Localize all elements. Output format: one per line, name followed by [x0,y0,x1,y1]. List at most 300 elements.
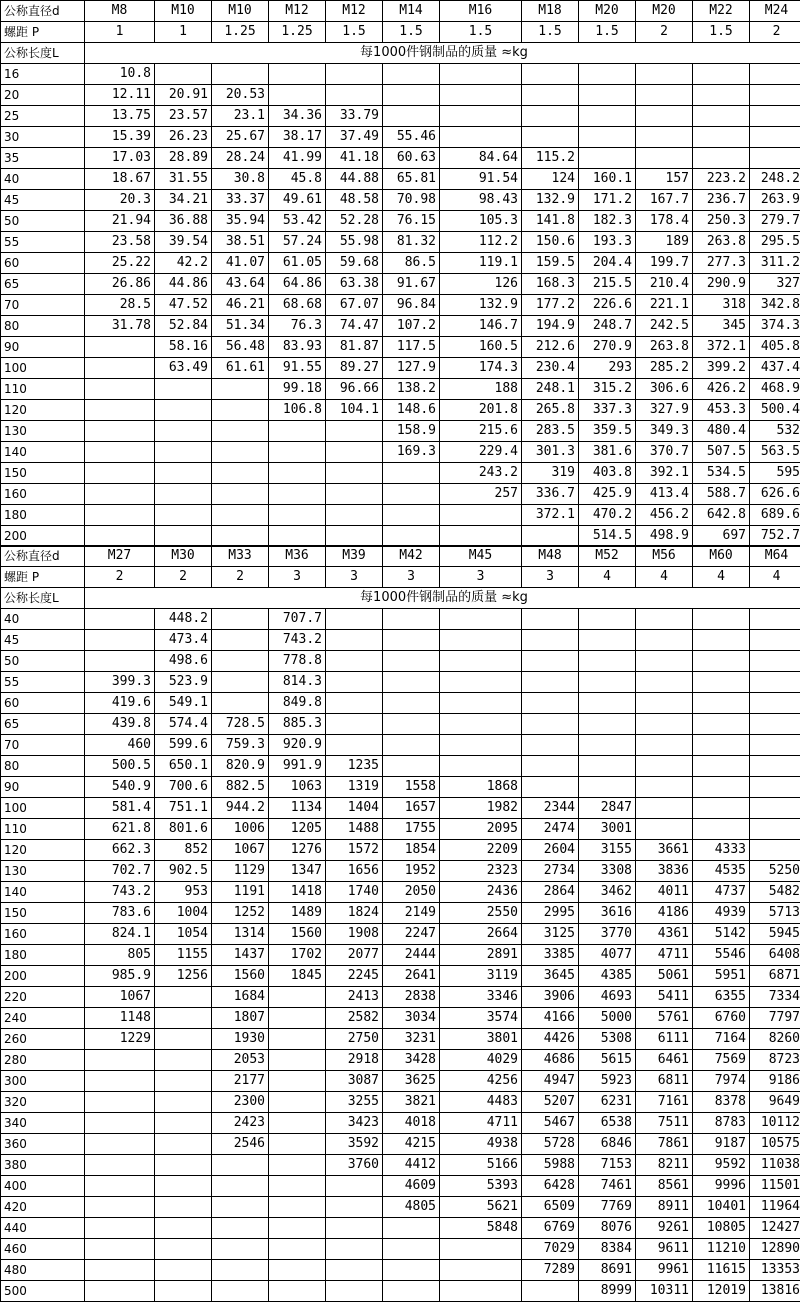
mass-value-cell [636,609,693,630]
mass-value-cell [212,484,269,505]
mass-value-cell: 12.11 [85,85,155,106]
mass-value-cell: 60.63 [383,148,440,169]
mass-value-cell: 3906 [522,987,579,1008]
table-row [1,106,800,127]
mass-value-cell [85,379,155,400]
mass-value-cell: 4947 [522,1071,579,1092]
mass-value-cell: 4361 [636,924,693,945]
mass-value-cell: 1657 [383,798,440,819]
mass-value-cell: 30.8 [212,169,269,190]
length-cell: 320 [1,1092,85,1113]
mass-value-cell: 2750 [326,1029,383,1050]
mass-value-cell [440,1260,522,1281]
mass-value-cell: 5207 [522,1092,579,1113]
mass-value-cell: 5142 [693,924,750,945]
mass-value-cell: 1404 [326,798,383,819]
mass-value-cell: 3770 [579,924,636,945]
mass-value-cell: 91.55 [269,358,326,379]
mass-value-cell: 456.2 [636,505,693,526]
table-row [1,1218,800,1239]
mass-value-cell: 9649 [750,1092,800,1113]
mass-value-cell [383,64,440,85]
mass-value-cell [636,651,693,672]
mass-value-cell: 28.5 [85,295,155,316]
mass-value-cell [269,1218,326,1239]
mass-value-cell: 229.4 [440,442,522,463]
mass-value-cell [269,505,326,526]
mass-value-cell: 4412 [383,1155,440,1176]
mass-value-cell [383,85,440,106]
mass-value-cell [85,337,155,358]
mass-value-cell: 263.8 [693,232,750,253]
size-cell: M14 [383,1,440,22]
mass-value-cell: 1560 [212,966,269,987]
pitch-cell: 3 [326,567,383,588]
size-cell: M42 [383,546,440,567]
mass-value-cell: 4711 [440,1113,522,1134]
size-cell: M12 [269,1,326,22]
mass-value-cell: 1437 [212,945,269,966]
mass-value-cell: 157 [636,169,693,190]
mass-value-cell: 563.5 [750,442,800,463]
mass-value-cell: 345 [693,316,750,337]
mass-value-cell [85,630,155,651]
mass-value-cell: 2413 [326,987,383,1008]
mass-value-cell: 23.1 [212,106,269,127]
table-row [1,1134,800,1155]
mass-value-cell: 1148 [85,1008,155,1029]
mass-value-cell: 5848 [440,1218,522,1239]
mass-value-cell: 17.03 [85,148,155,169]
mass-value-cell: 1067 [85,987,155,1008]
mass-value-cell: 193.3 [579,232,636,253]
mass-value-cell: 124 [522,169,579,190]
mass-value-cell: 285.2 [636,358,693,379]
mass-value-cell [383,756,440,777]
table-row [1,379,800,400]
pitch-cell: 1 [85,22,155,43]
size-cell: M33 [212,546,269,567]
mass-value-cell [269,526,326,547]
mass-value-cell [269,1092,326,1113]
mass-value-cell: 48.58 [326,190,383,211]
mass-value-cell [85,1176,155,1197]
mass-value-cell: 11501 [750,1176,800,1197]
mass-value-cell: 514.5 [579,526,636,547]
mass-value-cell: 3087 [326,1071,383,1092]
mass-value-cell: 5621 [440,1197,522,1218]
mass-value-cell: 581.4 [85,798,155,819]
mass-value-cell: 6111 [636,1029,693,1050]
mass-value-cell [155,400,212,421]
mass-value-cell: 91.67 [383,274,440,295]
mass-value-cell: 10.8 [85,64,155,85]
mass-value-cell [212,526,269,547]
mass-value-cell: 6871 [750,966,800,987]
length-cell: 180 [1,945,85,966]
mass-value-cell [269,1134,326,1155]
mass-value-cell: 2436 [440,882,522,903]
mass-value-cell: 437.4 [750,358,800,379]
mass-value-cell [155,484,212,505]
mass-value-cell: 1276 [269,840,326,861]
mass-value-cell: 2550 [440,903,522,924]
mass-value-cell: 8723 [750,1050,800,1071]
mass-value-cell: 7289 [522,1260,579,1281]
length-cell: 65 [1,714,85,735]
table-row [1,840,800,861]
mass-value-cell [85,505,155,526]
mass-value-cell: 81.32 [383,232,440,253]
mass-value-cell [212,1239,269,1260]
mass-value-cell [155,1113,212,1134]
table-row [1,777,800,798]
mass-value-cell: 1319 [326,777,383,798]
length-cell: 340 [1,1113,85,1134]
mass-value-cell [383,505,440,526]
mass-value-cell: 1908 [326,924,383,945]
mass-value-cell [85,1239,155,1260]
mass-value-cell: 626.6 [750,484,800,505]
mass-value-cell: 707.7 [269,609,326,630]
mass-value-cell: 248.1 [522,379,579,400]
mass-value-cell: 473.4 [155,630,212,651]
mass-value-cell: 182.3 [579,211,636,232]
mass-value-cell [383,630,440,651]
mass-value-cell: 2247 [383,924,440,945]
mass-value-cell: 1755 [383,819,440,840]
mass-value-cell: 96.66 [326,379,383,400]
mass-value-cell [155,442,212,463]
mass-value-cell [750,714,800,735]
size-cell: M64 [750,546,800,567]
mass-value-cell [579,651,636,672]
length-cell: 25 [1,106,85,127]
mass-value-cell: 8211 [636,1155,693,1176]
length-cell: 30 [1,127,85,148]
mass-value-cell [522,127,579,148]
table-row [1,1050,800,1071]
mass-value-cell: 5166 [440,1155,522,1176]
mass-value-cell: 448.2 [155,609,212,630]
length-cell: 420 [1,1197,85,1218]
length-cell: 45 [1,630,85,651]
mass-value-cell: 4938 [440,1134,522,1155]
mass-value-cell [326,1197,383,1218]
mass-value-cell [212,630,269,651]
mass-value-cell: 4333 [693,840,750,861]
mass-value-cell: 2641 [383,966,440,987]
mass-value-cell [326,735,383,756]
mass-value-cell: 3574 [440,1008,522,1029]
length-cell: 110 [1,379,85,400]
mass-value-cell: 1418 [269,882,326,903]
mass-value-cell: 642.8 [693,505,750,526]
mass-value-cell [579,714,636,735]
mass-value-cell: 2053 [212,1050,269,1071]
mass-value-cell [522,609,579,630]
mass-value-cell [155,505,212,526]
table-row [1,274,800,295]
mass-value-cell [636,630,693,651]
length-cell: 440 [1,1218,85,1239]
mass-value-cell: 820.9 [212,756,269,777]
mass-value-cell: 9996 [693,1176,750,1197]
pitch-cell: 4 [750,567,800,588]
table-row [1,903,800,924]
mass-value-cell: 752.7 [750,526,800,547]
mass-value-cell [155,526,212,547]
mass-value-cell [212,1260,269,1281]
mass-value-cell: 498.9 [636,526,693,547]
length-cell: 45 [1,190,85,211]
mass-value-cell: 178.4 [636,211,693,232]
mass-value-cell: 985.9 [85,966,155,987]
mass-value-cell [212,1281,269,1302]
mass-value-cell: 399.3 [85,672,155,693]
mass-value-cell: 882.5 [212,777,269,798]
size-cell: M10 [155,1,212,22]
mass-value-cell: 342.8 [750,295,800,316]
pitch-cell: 3 [522,567,579,588]
mass-value-cell: 3836 [636,861,693,882]
mass-value-cell [750,819,800,840]
mass-value-cell: 132.9 [440,295,522,316]
mass-value-cell: 7153 [579,1155,636,1176]
mass-value-cell [750,798,800,819]
mass-value-cell [383,1218,440,1239]
length-cell: 16 [1,64,85,85]
mass-value-cell: 47.52 [155,295,212,316]
mass-value-cell: 65.81 [383,169,440,190]
mass-value-cell [579,735,636,756]
mass-value-cell: 902.5 [155,861,212,882]
mass-value-cell [750,609,800,630]
mass-value-cell [693,735,750,756]
mass-value-cell: 374.3 [750,316,800,337]
mass-value-cell: 1740 [326,882,383,903]
mass-value-cell [269,1155,326,1176]
mass-value-cell: 28.89 [155,148,212,169]
mass-value-cell [579,148,636,169]
mass-value-cell [636,672,693,693]
table-row [1,421,800,442]
mass-value-cell: 7164 [693,1029,750,1050]
mass-value-cell: 53.42 [269,211,326,232]
mass-value-cell [212,672,269,693]
mass-value-cell [269,1008,326,1029]
mass-value-cell [155,1260,212,1281]
mass-value-cell [636,85,693,106]
mass-value-cell: 425.9 [579,484,636,505]
mass-value-cell [155,421,212,442]
pitch-cell: 1.5 [326,22,383,43]
mass-value-cell: 295.5 [750,232,800,253]
mass-value-cell: 5250 [750,861,800,882]
table-row [1,693,800,714]
length-cell: 400 [1,1176,85,1197]
mass-value-cell: 57.24 [269,232,326,253]
mass-value-cell: 127.9 [383,358,440,379]
mass-value-cell: 1134 [269,798,326,819]
mass-value-cell [326,693,383,714]
mass-value-cell [85,400,155,421]
length-cell: 140 [1,442,85,463]
pitch-cell: 2 [155,567,212,588]
mass-value-cell: 5411 [636,987,693,1008]
table-row [1,819,800,840]
mass-value-cell: 242.5 [636,316,693,337]
mass-value-cell: 3231 [383,1029,440,1050]
mass-value-cell [383,672,440,693]
mass-value-cell: 104.1 [326,400,383,421]
mass-value-cell: 1868 [440,777,522,798]
mass-value-cell [212,1218,269,1239]
mass-value-cell [326,421,383,442]
mass-value-cell: 46.21 [212,295,269,316]
mass-value-cell: 7974 [693,1071,750,1092]
mass-value-cell: 13816 [750,1281,800,1302]
mass-value-cell: 885.3 [269,714,326,735]
mass-value-cell: 248.2 [750,169,800,190]
mass-value-cell: 7029 [522,1239,579,1260]
mass-value-cell [522,777,579,798]
size-cell: M24 [750,1,800,22]
mass-value-cell: 4939 [693,903,750,924]
mass-value-cell: 6509 [522,1197,579,1218]
mass-value-cell: 212.6 [522,337,579,358]
size-cell: M20 [636,1,693,22]
mass-value-cell: 4535 [693,861,750,882]
mass-value-cell: 700.6 [155,777,212,798]
mass-value-cell [85,1281,155,1302]
length-cell: 480 [1,1260,85,1281]
mass-value-cell: 86.5 [383,253,440,274]
mass-value-cell: 306.6 [636,379,693,400]
mass-value-cell: 3625 [383,1071,440,1092]
mass-value-cell: 7334 [750,987,800,1008]
mass-value-cell: 318 [693,295,750,316]
mass-value-cell: 1845 [269,966,326,987]
mass-value-cell: 534.5 [693,463,750,484]
mass-value-cell: 8911 [636,1197,693,1218]
mass-value-cell [750,777,800,798]
mass-value-cell: 392.1 [636,463,693,484]
mass-value-cell: 38.17 [269,127,326,148]
mass-value-cell [693,106,750,127]
length-cell: 35 [1,148,85,169]
mass-value-cell: 126 [440,274,522,295]
mass-value-cell: 1129 [212,861,269,882]
mass-value-cell: 23.57 [155,106,212,127]
table-row [1,463,800,484]
mass-value-cell [269,463,326,484]
pitch-row [1,22,800,43]
mass-value-cell: 4385 [579,966,636,987]
mass-value-cell: 8260 [750,1029,800,1050]
mass-value-cell: 8691 [579,1260,636,1281]
mass-value-cell: 1854 [383,840,440,861]
mass-value-cell [636,127,693,148]
mass-value-cell: 6231 [579,1092,636,1113]
mass-value-cell [85,484,155,505]
mass-value-cell [326,609,383,630]
mass-value-cell [326,526,383,547]
mass-value-cell: 599.6 [155,735,212,756]
mass-value-cell: 199.7 [636,253,693,274]
mass-value-cell [269,442,326,463]
mass-value-cell [269,1281,326,1302]
nominal-diameter-label: 公称直径d [1,546,85,567]
mass-value-cell [212,505,269,526]
pitch-cell: 2 [212,567,269,588]
mass-value-cell [440,127,522,148]
table-row [1,987,800,1008]
mass-value-cell [636,64,693,85]
mass-value-cell: 33.79 [326,106,383,127]
mass-value-cell [522,1281,579,1302]
length-cell: 280 [1,1050,85,1071]
mass-value-cell [155,987,212,1008]
mass-value-cell: 4693 [579,987,636,1008]
mass-value-cell: 2474 [522,819,579,840]
mass-value-cell: 1489 [269,903,326,924]
mass-value-cell: 20.53 [212,85,269,106]
mass-value-cell: 277.3 [693,253,750,274]
mass-value-cell: 6760 [693,1008,750,1029]
mass-value-cell [579,693,636,714]
mass-value-cell [750,127,800,148]
mass-value-cell: 1314 [212,924,269,945]
mass-value-cell: 6811 [636,1071,693,1092]
mass-value-cell: 84.64 [440,148,522,169]
mass-value-cell [522,756,579,777]
mass-value-cell: 403.8 [579,463,636,484]
mass-value-cell: 98.43 [440,190,522,211]
mass-value-cell: 540.9 [85,777,155,798]
mass-value-cell: 2444 [383,945,440,966]
mass-value-cell [440,85,522,106]
size-cell: M18 [522,1,579,22]
mass-value-cell: 1256 [155,966,212,987]
mass-value-cell [383,526,440,547]
length-cell: 60 [1,253,85,274]
mass-value-cell: 4711 [636,945,693,966]
mass-value-cell: 3255 [326,1092,383,1113]
mass-value-cell [85,442,155,463]
length-cell: 360 [1,1134,85,1155]
length-cell: 90 [1,777,85,798]
mass-value-cell: 25.67 [212,127,269,148]
mass-value-cell: 11964 [750,1197,800,1218]
mass-value-cell: 55.46 [383,127,440,148]
mass-value-cell: 327.9 [636,400,693,421]
mass-value-cell [579,106,636,127]
mass-value-cell [440,64,522,85]
table-row [1,882,800,903]
mass-value-cell: 1952 [383,861,440,882]
mass-value-cell [269,1260,326,1281]
mass-value-cell [383,484,440,505]
mass-value-cell: 1235 [326,756,383,777]
mass-value-cell [693,693,750,714]
size-cell: M27 [85,546,155,567]
mass-value-cell: 381.6 [579,442,636,463]
mass-value-cell: 5945 [750,924,800,945]
mass-value-cell: 1252 [212,903,269,924]
mass-value-cell: 7461 [579,1176,636,1197]
mass-value-cell [579,777,636,798]
